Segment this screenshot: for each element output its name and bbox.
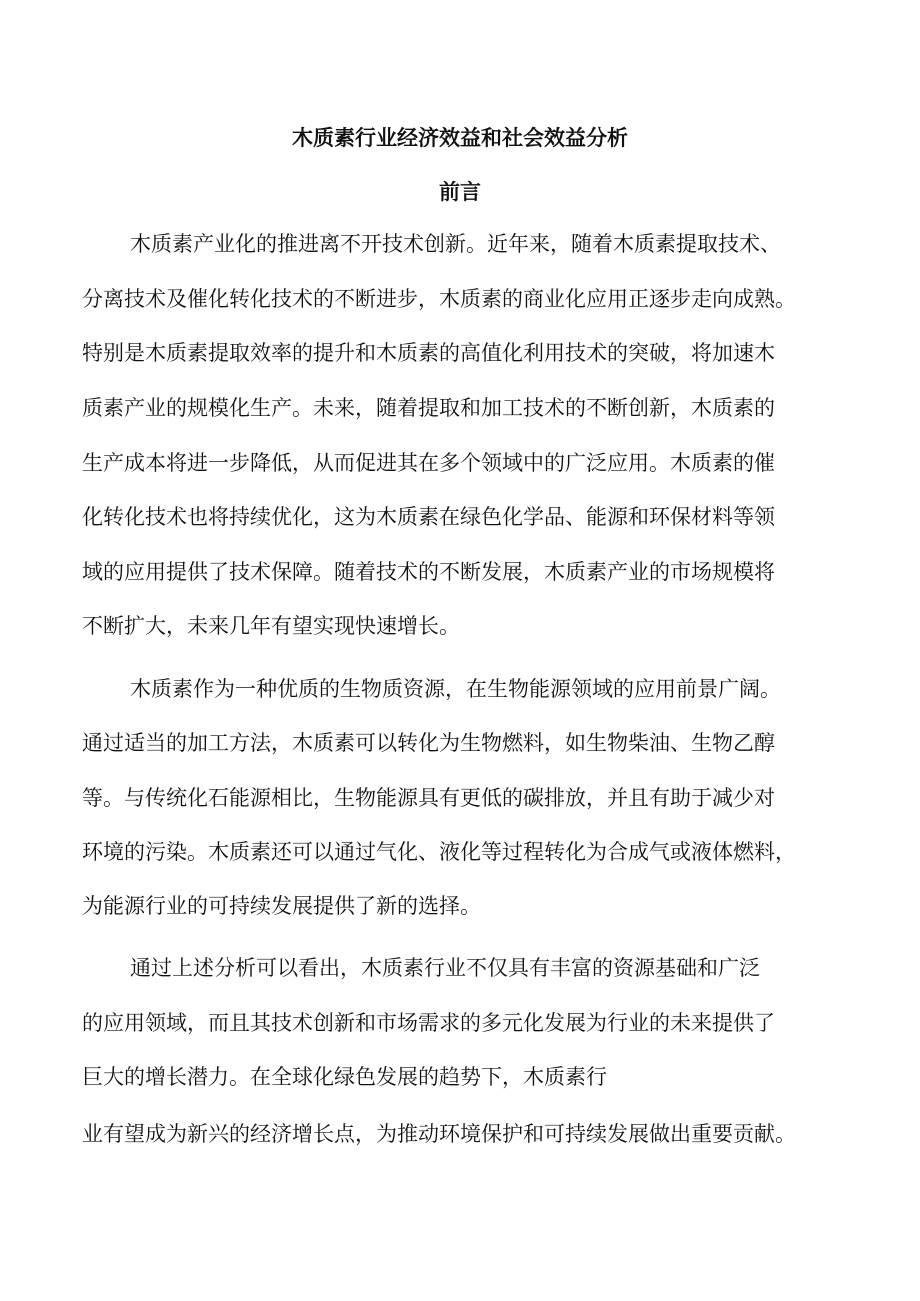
paragraph-3-line-1: 通过上述分析可以看出，木质素行业不仅具有丰富的资源基础和广泛 (130, 956, 760, 980)
paragraph-2-line-5: 为能源行业的可持续发展提供了新的选择。 (82, 894, 481, 918)
document-title: 木质素行业经济效益和社会效益分析 (292, 125, 628, 150)
paragraph-1-line-7: 域的应用提供了技术保障。随着技术的不断发展，木质素产业的市场规模将 (82, 560, 775, 584)
paragraph-3-line-4: 业有望成为新兴的经济增长点，为推动环境保护和可持续发展做出重要贡献。 (82, 1122, 796, 1146)
paragraph-2-line-1: 木质素作为一种优质的生物质资源，在生物能源领域的应用前景广阔。 (130, 677, 781, 701)
paragraph-2-line-4: 环境的污染。木质素还可以通过气化、液化等过程转化为合成气或液体燃料， (82, 840, 796, 864)
paragraph-3-line-3: 巨大的增长潜力。在全球化绿色发展的趋势下，木质素行 (82, 1065, 607, 1089)
paragraph-1-line-1: 木质素产业化的推进离不开技术创新。近年来，随着木质素提取技术、 (130, 232, 781, 256)
paragraph-1-line-8: 不断扩大，未来几年有望实现快速增长。 (82, 614, 460, 638)
paragraph-2-line-3: 等。与传统化石能源相比，生物能源具有更低的碳排放，并且有助于减少对 (82, 786, 775, 810)
paragraph-1-line-3: 特别是木质素提取效率的提升和木质素的高值化利用技术的突破，将加速木 (82, 341, 775, 365)
section-heading: 前言 (439, 179, 481, 204)
paragraph-1-line-5: 生产成本将进一步降低，从而促进其在多个领域中的广泛应用。木质素的催 (82, 451, 775, 475)
paragraph-1-line-2: 分离技术及催化转化技术的不断进步，木质素的商业化应用正逐步走向成熟。 (82, 287, 796, 311)
paragraph-1-line-6: 化转化技术也将持续优化，这为木质素在绿色化学品、能源和环保材料等领 (82, 505, 775, 529)
paragraph-3-line-2: 的应用领域，而且其技术创新和市场需求的多元化发展为行业的未来提供了 (82, 1011, 775, 1035)
paragraph-2-line-2: 通过适当的加工方法，木质素可以转化为生物燃料，如生物柴油、生物乙醇 (82, 731, 775, 755)
paragraph-1-line-4: 质素产业的规模化生产。未来，随着提取和加工技术的不断创新，木质素的 (82, 396, 775, 420)
